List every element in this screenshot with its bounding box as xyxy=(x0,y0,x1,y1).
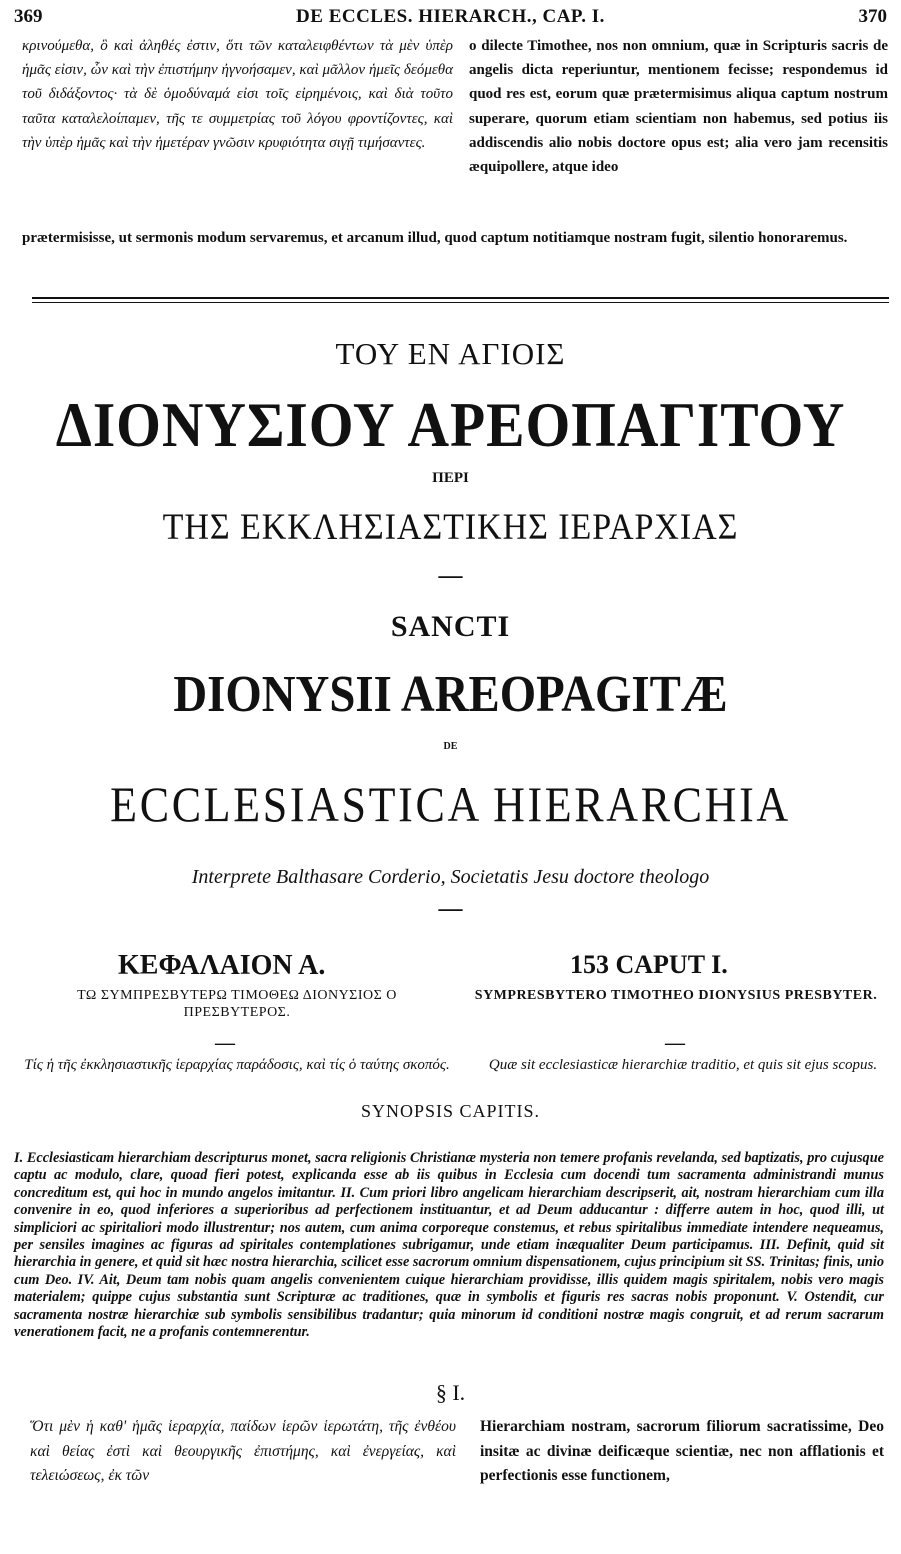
title-divider: — xyxy=(438,563,463,589)
dedication-latin: SYMPRESBYTERO TIMOTHEO DIONYSIUS PRESBYTER. xyxy=(474,988,878,1003)
title-sancti: SANCTI xyxy=(390,610,511,643)
synopsis-heading: SYNOPSIS CAPITIS. xyxy=(360,1101,541,1121)
chapter-heading-greek: ΚΕΦΑΛΑΙΟΝ Α. xyxy=(118,950,326,981)
divider-left: — xyxy=(215,1032,235,1054)
running-title: DE ECCLES. HIERARCH., CAP. I. xyxy=(296,6,605,27)
right-page-number: 370 xyxy=(858,6,887,27)
double-rule-bottom xyxy=(32,302,889,303)
dedication-greek: ΤΩ ΣΥΜΠΡΕΣΒΥΤΕΡΩ ΤΙΜΟΘΕΩ ΔΙΟΝΥΣΙΟΣ Ο ΠΡΕΣΒΥΤΕΡΟΣ. xyxy=(77,988,397,1020)
question-greek: Τίς ἡ τῆς ἐκκλησιαστικῆς ἱεραρχίας παράδοσις, καὶ τίς ὁ ταύτης σκοπός. xyxy=(24,1057,450,1073)
running-header xyxy=(14,6,887,32)
caput-label: CAPUT I. xyxy=(615,950,728,979)
question-latin: Quæ sit ecclesiasticæ hierarchiæ traditio, et quis sit ejus scopus. xyxy=(488,1057,878,1073)
section-latin-text: Hierarchiam nostram, sacrorum filiorum sacratissime, Deo insitæ ac divinæ deificæque scientiæ, nec non afflationis et perfectionis esse functionem, xyxy=(480,1418,884,1484)
title-de: DE xyxy=(443,741,458,752)
title-interpreter: Interprete Balthasare Corderio, Societatis Jesu doctore theologo xyxy=(191,866,710,888)
top-latin-column: o dilecte Timothee, nos non omnium, quæ in Scripturis sacris de angelis dicta reperiuntur, mentionem fecisse; respondemus id quod res est, eorum quæ prætermisimus aliqua captum nostrum superare, quorum etiam scientiam non habemus, sed potius iis addiscendis alio nobis doctore opus est; alia vero jam recensitis æquipollere, atque ideo xyxy=(469,38,888,176)
section-mark: § I. xyxy=(435,1380,466,1405)
double-rule-top xyxy=(32,297,889,299)
title-author-greek: ΔΙΟΝΥΣΙΟΥ ΑΡΕΟΠΑΓΙΤΟΥ xyxy=(55,389,846,460)
title-subject-latin: ECCLESIASTICA HIERARCHIA xyxy=(110,776,791,832)
synopsis-body: I. Ecclesiasticam hierarchiam descripturus monet, sacra religionis Christianæ mysteria non temere profanis revelanda, sed baptizatis, pro cujusque captu ac modulo, clare, quoad fieri potest, explicanda esse ab iis quibus in Ecclesia cum docendi tum sacramenta administrandi munus concreditum est, qui hoc in mundo angelos imitantur. II. Cum priori libro angelicam hierarchiam descripserit, ait, nostram hierarchiam cum illa convenire in eo, quod inferiores a superioribus ad perfectionem instituantur, et ad Deum adducantur : differre autem in hoc, quod illi, ut simpliciori ac spiritaliori modo illustrentur; nos autem, cum anima corporeque constemus, et rebus spiritalibus immediate intendere nequeamus, per sensiles imagines ac figuras ad spiritales contemplationes subrigamur, unde etiam inæqualiter Deum participamus. III. Definit, quid sit hierarchia in genere, et quid sit hæc nostra hierarchia, scilicet esse sacrorum omnium dispensationem, cujus principium sit SS. Trinitas; finis, unio cum Deo. IV. Ait, Deum tam nobis quam angelis convenientem cuique hierarchiam providisse, illis quidem magis spiritalem, nobis vero magis materialem; quippe cujus substantia sunt Scripturæ ac traditiones, quæ in symbolis et figuris res sacras nobis proponunt. V. Ostendit, cur sacramenta nostræ hierarchiæ sub symbolis sensibilibus tradantur; quia minorum id conditioni nostræ magis congruit, et ad rerum sacrarum venerationem facit, ne a profanis contemnerentur. xyxy=(14,1150,884,1341)
title-subject-greek: ΤΗΣ ΕΚΚΛΗΣΙΑΣΤΙΚΗΣ ΙΕΡΑΡΧΙΑΣ xyxy=(162,507,739,548)
divider-right: — xyxy=(665,1032,685,1054)
section-greek-text: Ὅτι μὲν ἡ καθ' ἡμᾶς ἱεραρχία, παίδων ἱερῶν ἱερωτάτη, τῆς ἐνθέου καὶ θείας ἐστὶ καὶ θεουργικῆς ἐπιστήμης, καὶ ἐνεργείας, καὶ τελειώσεως, ἐκ τῶν xyxy=(30,1418,456,1484)
left-page-number: 369 xyxy=(14,6,43,27)
column-number: 153 xyxy=(570,950,609,979)
title-author-latin: DIONYSII AREOPAGITÆ xyxy=(173,666,728,723)
title-divider-2: — xyxy=(438,896,463,922)
top-latin-continuation: prætermisisse, ut sermonis modum servaremus, et arcanum illud, quod captum notitiamque nostram fugit, silentio honoraremus. xyxy=(22,230,848,246)
chapter-heading-latin xyxy=(570,950,870,980)
title-peri: ΠΕΡΙ xyxy=(432,470,469,486)
top-greek-column: κρινούμεθα, ὃ καὶ ἀληθές ἐστιν, ὅτι τῶν καταλειφθέντων τὰ μὲν ὑπὲρ ἡμᾶς εἰσιν, ὧν καὶ τὴν ἐπιστήμην ἠγνοήσαμεν, καὶ μᾶλλον ἡμεῖς δεόμεθα τοῦ διδάξοντος· τὰ δὲ ὁμοδύναμά εἰσι τοῖς εἰρημένοις, καὶ διὰ τοῦτο ταῦτα καταλελοίπαμεν, τῆς τε συμμετρίας τοῦ λόγου φροντίζοντες, καὶ τὴν ὑπὲρ ἡμᾶς καὶ τὴν ἡμετέραν γνῶσιν κρυφιότητα σιγῇ τιμήσαντες. xyxy=(22,38,453,151)
title-line-1: ΤΟΥ ΕΝ ΑΓΙΟΙΣ xyxy=(335,336,566,371)
